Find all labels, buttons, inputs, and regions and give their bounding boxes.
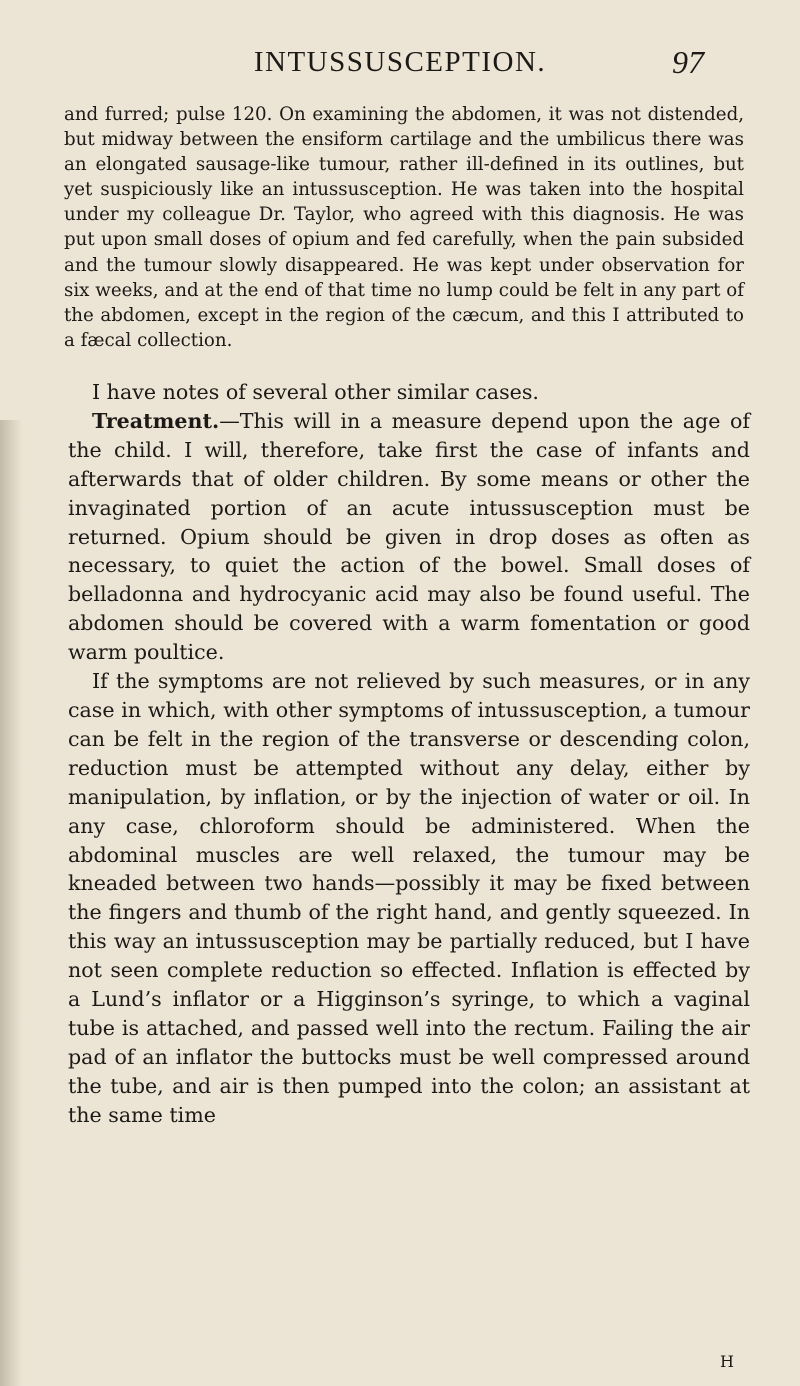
main-text-block	[68, 378, 750, 1130]
case-report-paragraph: and furred; pulse 120. On examining the abdomen, it was not distended, but midway between the ensiform cartilage and the umbilicus there was an elongated sausage-like tumour, rather ill-defined in its outlines, but yet suspiciously like an intussusception. He was taken into the hospital under my colleague Dr. Taylor, who agreed with this diagnosis. He was put upon small doses of opium and fed carefully, when the pain subsided and the tumour slowly disappeared. He was kept under observation for six weeks, and at the end of that time no lump could be felt in any part of the abdomen, except in the region of the cæcum, and this I attributed to a fæcal collection.	[64, 104, 744, 351]
page-header	[0, 46, 800, 86]
reduction-paragraph: If the symptoms are not relieved by such measures, or in any case in which, with other symptoms of intussusception, a tumour can be felt in the region of the transverse or descending colon, reduction must be attempted without any delay, either by manipulation, by inflation, or by the injection of water or oil. In any case, chloroform should be administered. When the abdominal muscles are well relaxed, the tumour may be kneaded between two hands—possibly it may be fixed between the fingers and thumb of the right hand, and gently squeezed. In this way an intussusception may be partially reduced, but I have not seen complete reduction so effected. Inflation is effected by a Lund’s inflator or a Higginson’s syringe, to which a vaginal tube is attached, and passed well into the rectum. Failing the air pad of an inflator the buttocks must be well compressed around the tube, and air is then pumped into the colon; an assistant at the same time	[68, 669, 750, 1127]
page-edge-shadow	[0, 420, 22, 1386]
signature-mark: H	[720, 1352, 734, 1371]
page-number: 97	[672, 44, 704, 80]
notes-paragraph: I have notes of several other similar cases.	[92, 380, 539, 404]
treatment-heading: Treatment.	[92, 408, 220, 433]
running-head: INTUSSUSCEPTION.	[253, 46, 547, 78]
treatment-text: —This will in a measure depend upon the age of the child. I will, therefore, take first the case of infants and afterwards that of older children. By some means or other the invaginated portion of an acute intussusception must be returned. Opium should be given in drop doses as often as necessary, to quiet the action of the bowel. Small doses of belladonna and hydrocyanic acid may also be found useful. The abdomen should be covered with a warm fomentation or good warm poultice.	[68, 408, 750, 665]
case-report-block	[64, 102, 744, 353]
treatment-paragraph	[68, 407, 750, 667]
